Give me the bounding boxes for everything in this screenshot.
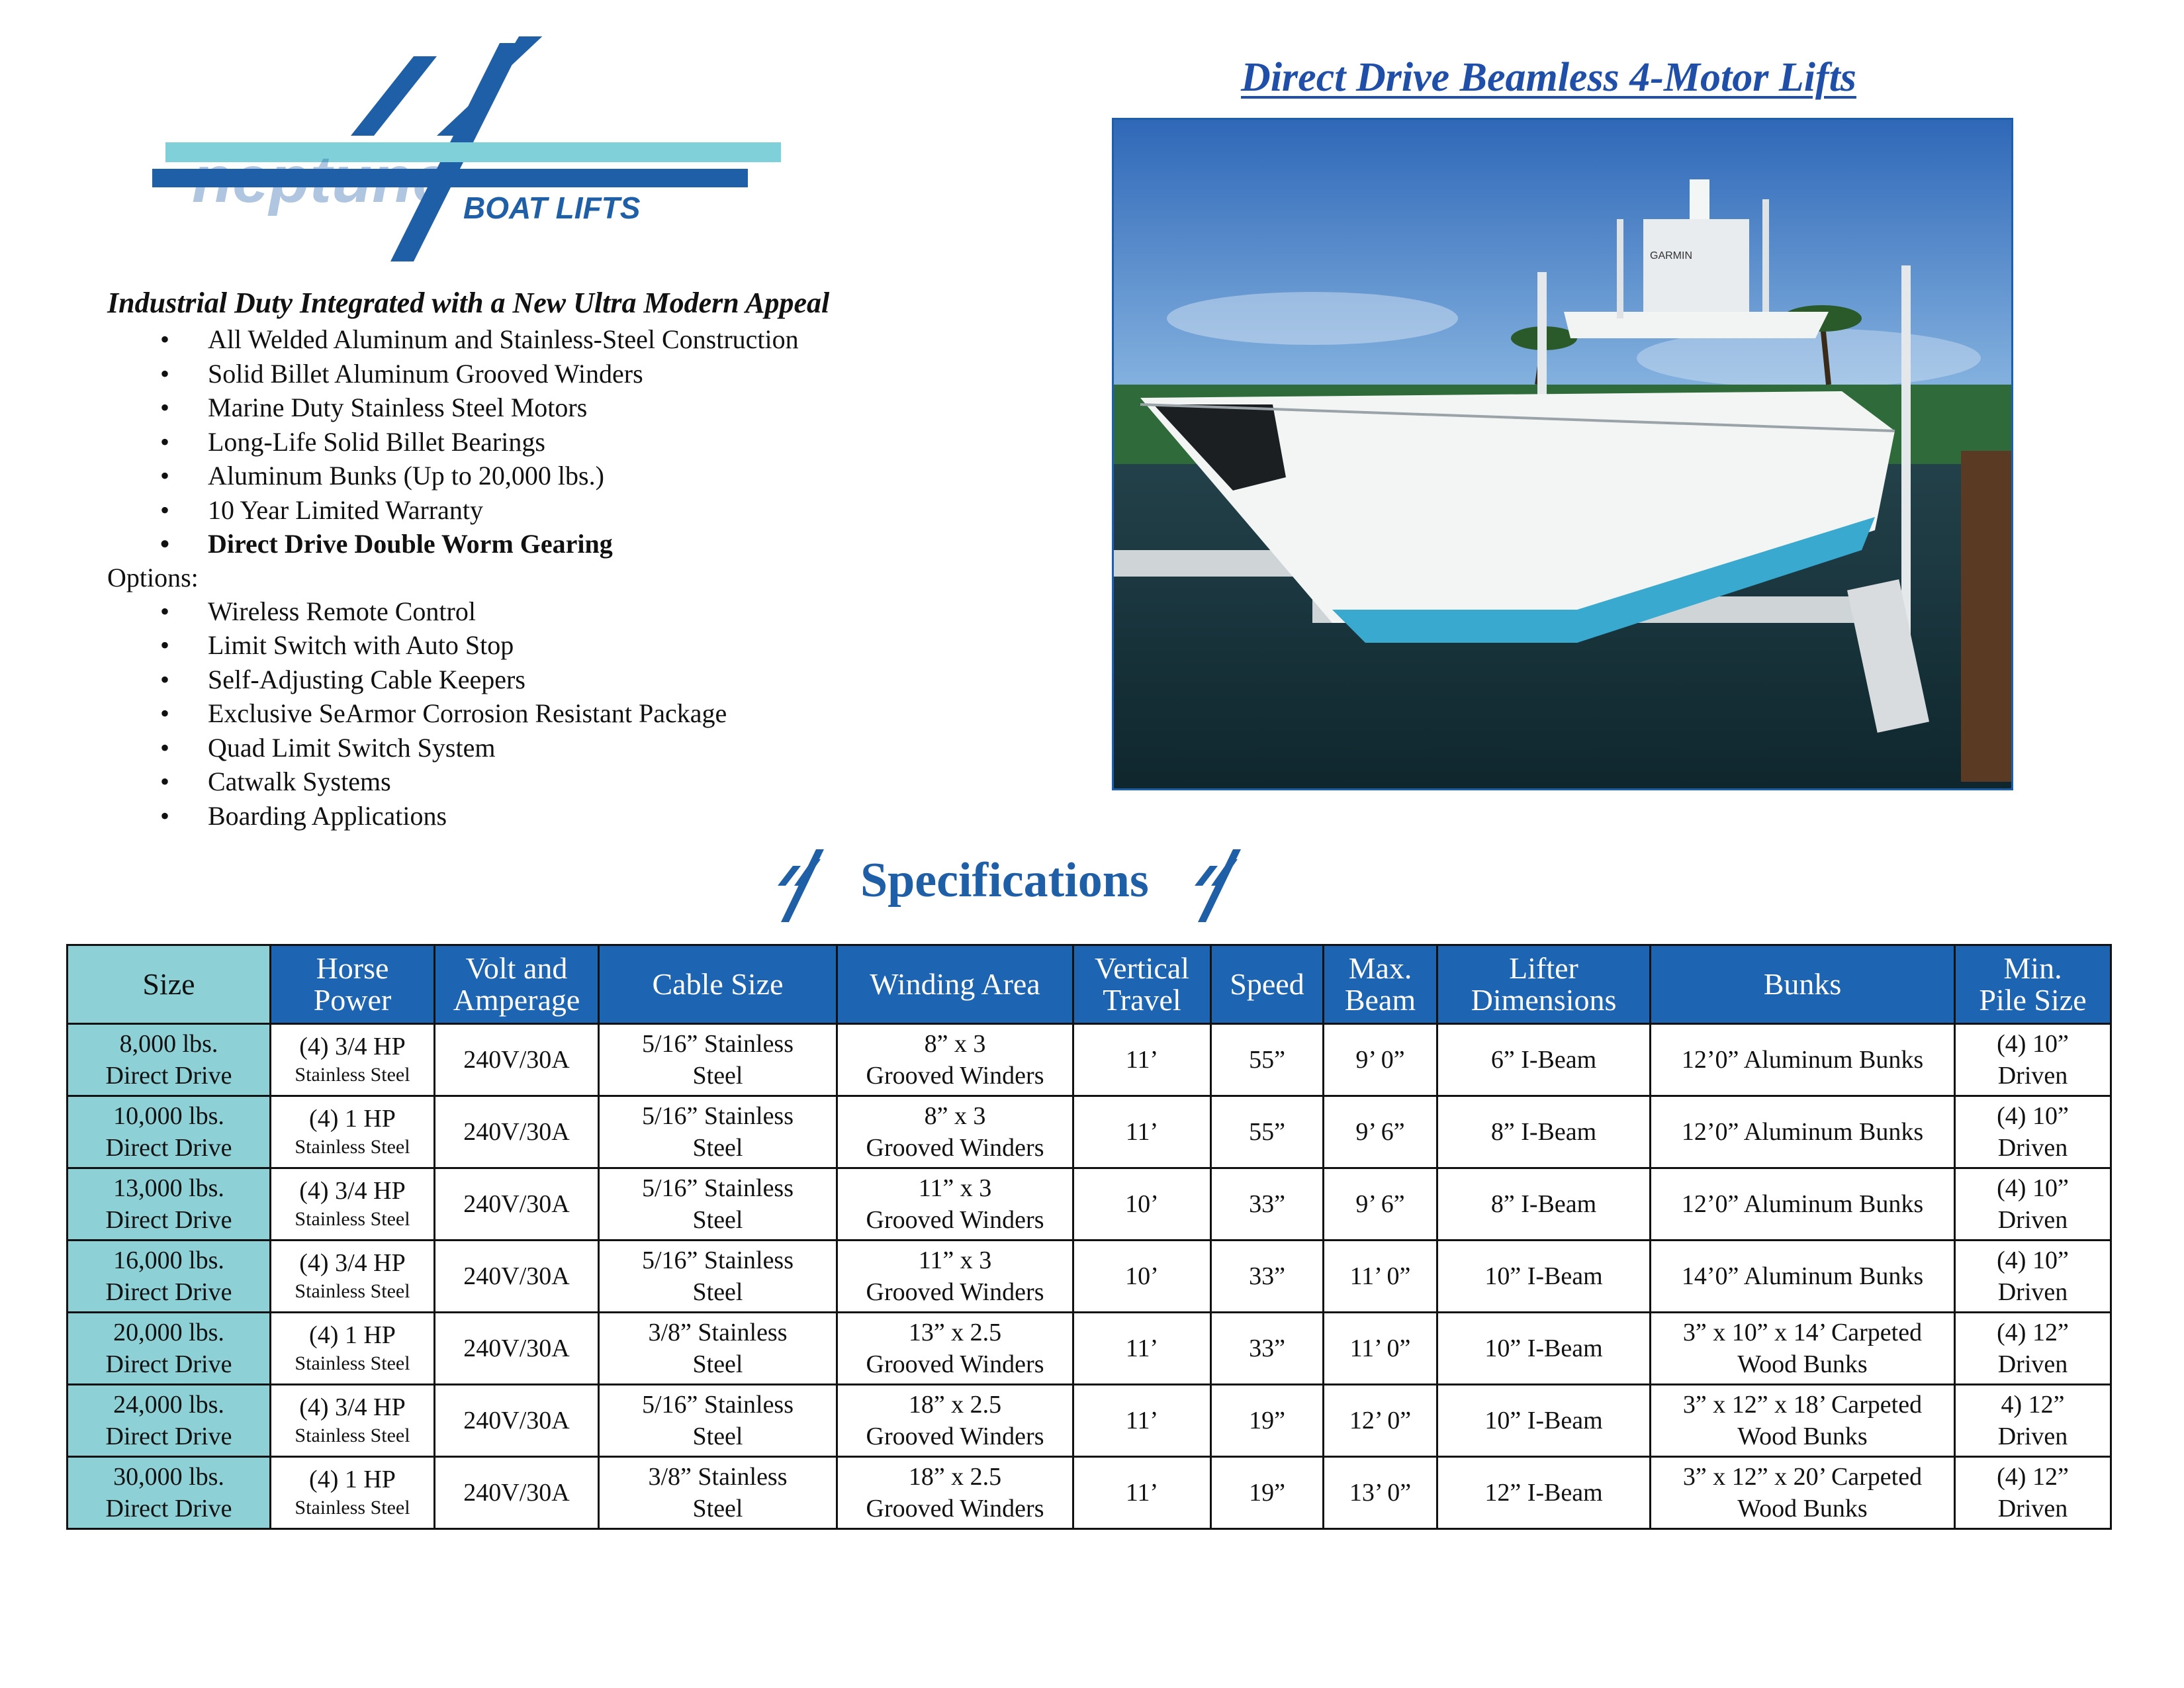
table-body (68, 1024, 2111, 1529)
lifter-dimensions-cell: 10” I-Beam (1437, 1385, 1651, 1457)
pile-size-cell: (4) 10” Driven (1955, 1096, 2111, 1168)
photo-brand-text: GARMIN (1650, 250, 1692, 261)
lifter-dimensions-cell: 10” I-Beam (1437, 1241, 1651, 1313)
boat-lift-photo (1112, 118, 2013, 790)
column-header: Horse Power (271, 945, 435, 1024)
column-header: Volt and Amperage (435, 945, 599, 1024)
bunks-cell: 12’0” Aluminum Bunks (1651, 1024, 1955, 1096)
winding-area-cell: 13” x 2.5 Grooved Winders (837, 1313, 1073, 1385)
column-header: Max. Beam (1324, 945, 1437, 1024)
volt-cell: 240V/30A (435, 1096, 599, 1168)
max-beam-cell: 11’ 0” (1324, 1313, 1437, 1385)
size-cell: 20,000 lbs. Direct Drive (68, 1313, 271, 1385)
svg-text:neptune: neptune (192, 142, 449, 216)
size-cell: 24,000 lbs. Direct Drive (68, 1385, 271, 1457)
features-bullets (107, 322, 1100, 561)
vertical-travel-cell: 11’ (1073, 1385, 1211, 1457)
option-item: • Boarding Applications (107, 799, 1100, 833)
trident-logo-icon (152, 36, 788, 275)
specifications-heading (754, 846, 1350, 939)
winding-area-cell: 8” x 3 Grooved Winders (837, 1096, 1073, 1168)
feature-item: • Marine Duty Stainless Steel Motors (107, 391, 1100, 425)
option-item: • Limit Switch with Auto Stop (107, 628, 1100, 663)
table-row (68, 1024, 2111, 1096)
lifter-dimensions-cell: 6” I-Beam (1437, 1024, 1651, 1096)
speed-cell: 19” (1211, 1457, 1324, 1529)
column-header: Bunks (1651, 945, 1955, 1024)
table-header-row (68, 945, 2111, 1024)
vertical-travel-cell: 11’ (1073, 1313, 1211, 1385)
volt-cell: 240V/30A (435, 1313, 599, 1385)
feature-item: • Direct Drive Double Worm Gearing (107, 527, 1100, 561)
column-header: Size (68, 945, 271, 1024)
cable-size-cell: 5/16” Stainless Steel (599, 1241, 837, 1313)
column-header: Lifter Dimensions (1437, 945, 1651, 1024)
options-bullets (107, 594, 1100, 833)
feature-list (107, 286, 1100, 833)
winding-area-cell: 18” x 2.5 Grooved Winders (837, 1457, 1073, 1529)
speed-cell: 55” (1211, 1024, 1324, 1096)
option-item: • Wireless Remote Control (107, 594, 1100, 629)
bunks-cell: 3” x 12” x 20’ Carpeted Wood Bunks (1651, 1457, 1955, 1529)
neptune-logo (152, 36, 788, 275)
horse-power-cell: (4) 3/4 HP Stainless Steel (271, 1241, 435, 1313)
volt-cell: 240V/30A (435, 1241, 599, 1313)
max-beam-cell: 9’ 6” (1324, 1168, 1437, 1241)
size-cell: 16,000 lbs. Direct Drive (68, 1241, 271, 1313)
cable-size-cell: 3/8” Stainless Steel (599, 1313, 837, 1385)
horse-power-cell: (4) 1 HP Stainless Steel (271, 1096, 435, 1168)
max-beam-cell: 13’ 0” (1324, 1457, 1437, 1529)
pile-size-cell: 4) 12” Driven (1955, 1385, 2111, 1457)
option-item: • Self-Adjusting Cable Keepers (107, 663, 1100, 697)
max-beam-cell: 11’ 0” (1324, 1241, 1437, 1313)
horse-power-cell: (4) 3/4 HP Stainless Steel (271, 1168, 435, 1241)
table-row (68, 1096, 2111, 1168)
max-beam-cell: 12’ 0” (1324, 1385, 1437, 1457)
vertical-travel-cell: 11’ (1073, 1457, 1211, 1529)
column-header: Min. Pile Size (1955, 945, 2111, 1024)
volt-cell: 240V/30A (435, 1457, 599, 1529)
vertical-travel-cell: 11’ (1073, 1096, 1211, 1168)
logo-subtitle: BOAT LIFTS (463, 191, 641, 225)
lifter-dimensions-cell: 8” I-Beam (1437, 1168, 1651, 1241)
bunks-cell: 12’0” Aluminum Bunks (1651, 1168, 1955, 1241)
vertical-travel-cell: 10’ (1073, 1241, 1211, 1313)
pile-size-cell: (4) 10” Driven (1955, 1241, 2111, 1313)
cable-size-cell: 3/8” Stainless Steel (599, 1457, 837, 1529)
winding-area-cell: 11” x 3 Grooved Winders (837, 1168, 1073, 1241)
bunks-cell: 14’0” Aluminum Bunks (1651, 1241, 1955, 1313)
size-cell: 30,000 lbs. Direct Drive (68, 1457, 271, 1529)
feature-intro: Industrial Duty Integrated with a New Ultra Modern Appeal (107, 287, 830, 319)
winding-area-cell: 11” x 3 Grooved Winders (837, 1241, 1073, 1313)
pile-size-cell: (4) 12” Driven (1955, 1457, 2111, 1529)
trident-mark-icon (774, 846, 827, 925)
feature-item: • Solid Billet Aluminum Grooved Winders (107, 357, 1100, 391)
table-row (68, 1313, 2111, 1385)
speed-cell: 19” (1211, 1385, 1324, 1457)
speed-cell: 33” (1211, 1241, 1324, 1313)
boat-photo-illustration (1114, 120, 2011, 788)
option-item: • Quad Limit Switch System (107, 731, 1100, 765)
lifter-dimensions-cell: 12” I-Beam (1437, 1457, 1651, 1529)
feature-item: • All Welded Aluminum and Stainless-Steel Construction (107, 322, 1100, 357)
table-row (68, 1457, 2111, 1529)
horse-power-cell: (4) 3/4 HP Stainless Steel (271, 1385, 435, 1457)
table-row (68, 1385, 2111, 1457)
max-beam-cell: 9’ 6” (1324, 1096, 1437, 1168)
horse-power-cell: (4) 3/4 HP Stainless Steel (271, 1024, 435, 1096)
pile-size-cell: (4) 12” Driven (1955, 1313, 2111, 1385)
speed-cell: 55” (1211, 1096, 1324, 1168)
cable-size-cell: 5/16” Stainless Steel (599, 1168, 837, 1241)
size-cell: 10,000 lbs. Direct Drive (68, 1096, 271, 1168)
size-cell: 8,000 lbs. Direct Drive (68, 1024, 271, 1096)
cable-size-cell: 5/16” Stainless Steel (599, 1096, 837, 1168)
bunks-cell: 3” x 12” x 18’ Carpeted Wood Bunks (1651, 1385, 1955, 1457)
column-header: Vertical Travel (1073, 945, 1211, 1024)
vertical-travel-cell: 10’ (1073, 1168, 1211, 1241)
lifter-dimensions-cell: 10” I-Beam (1437, 1313, 1651, 1385)
trident-mark-icon (1191, 846, 1244, 925)
volt-cell: 240V/30A (435, 1385, 599, 1457)
speed-cell: 33” (1211, 1313, 1324, 1385)
lifter-dimensions-cell: 8” I-Beam (1437, 1096, 1651, 1168)
option-item: • Exclusive SeArmor Corrosion Resistant Package (107, 696, 1100, 731)
option-item: • Catwalk Systems (107, 765, 1100, 799)
feature-item: • Long-Life Solid Billet Bearings (107, 425, 1100, 459)
options-label: Options: (107, 562, 199, 592)
vertical-travel-cell: 11’ (1073, 1024, 1211, 1096)
max-beam-cell: 9’ 0” (1324, 1024, 1437, 1096)
specifications-title: Specifications (860, 853, 1149, 908)
column-header: Speed (1211, 945, 1324, 1024)
cable-size-cell: 5/16” Stainless Steel (599, 1385, 837, 1457)
column-header: Winding Area (837, 945, 1073, 1024)
column-header: Cable Size (599, 945, 837, 1024)
horse-power-cell: (4) 1 HP Stainless Steel (271, 1457, 435, 1529)
feature-item: • Aluminum Bunks (Up to 20,000 lbs.) (107, 459, 1100, 493)
table-row (68, 1241, 2111, 1313)
winding-area-cell: 18” x 2.5 Grooved Winders (837, 1385, 1073, 1457)
specifications-table (66, 944, 2112, 1530)
size-cell: 13,000 lbs. Direct Drive (68, 1168, 271, 1241)
pile-size-cell: (4) 10” Driven (1955, 1168, 2111, 1241)
pile-size-cell: (4) 10” Driven (1955, 1024, 2111, 1096)
page-title: Direct Drive Beamless 4-Motor Lifts (1241, 55, 1856, 100)
volt-cell: 240V/30A (435, 1168, 599, 1241)
cable-size-cell: 5/16” Stainless Steel (599, 1024, 837, 1096)
table-row (68, 1168, 2111, 1241)
horse-power-cell: (4) 1 HP Stainless Steel (271, 1313, 435, 1385)
winding-area-cell: 8” x 3 Grooved Winders (837, 1024, 1073, 1096)
speed-cell: 33” (1211, 1168, 1324, 1241)
bunks-cell: 3” x 10” x 14’ Carpeted Wood Bunks (1651, 1313, 1955, 1385)
volt-cell: 240V/30A (435, 1024, 599, 1096)
feature-item: • 10 Year Limited Warranty (107, 493, 1100, 528)
bunks-cell: 12’0” Aluminum Bunks (1651, 1096, 1955, 1168)
